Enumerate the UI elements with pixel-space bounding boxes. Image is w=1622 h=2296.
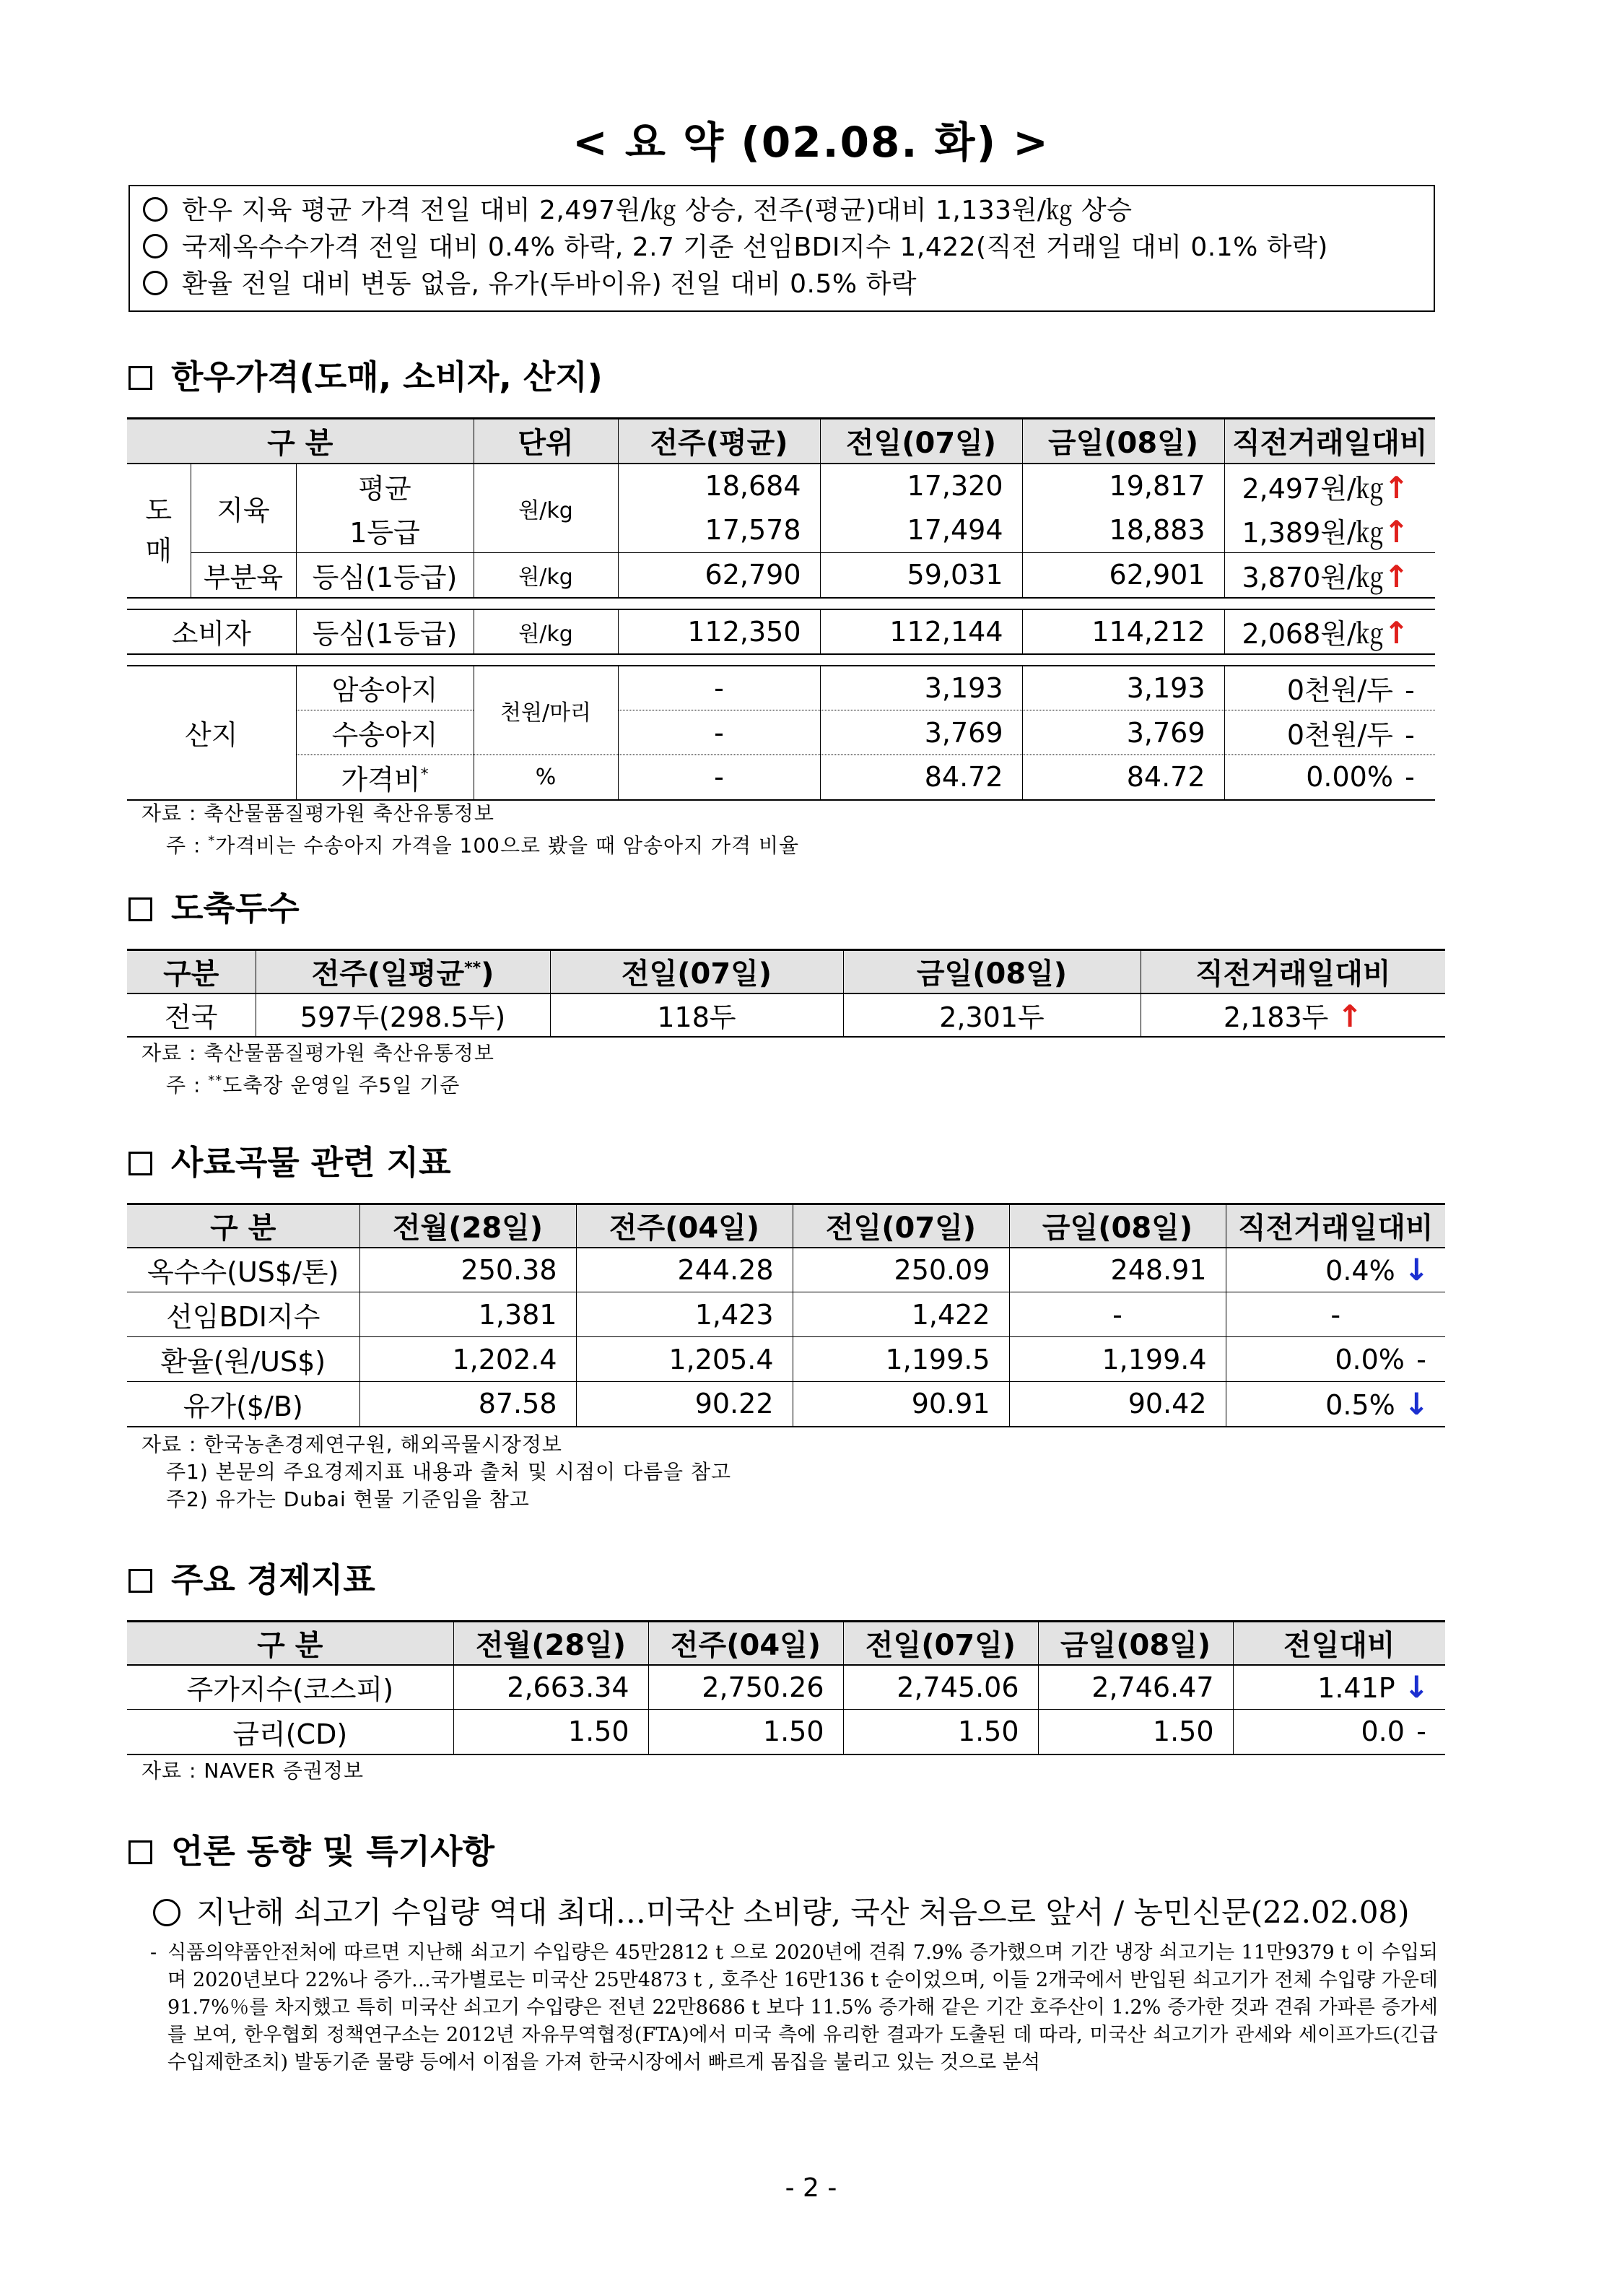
summary-box [128,185,1435,312]
arrow-down-icon: ↓ [1403,1669,1429,1705]
arrow-up-icon: ↑ [1337,999,1363,1034]
table-row: 도 매 지육 평균 원/kg 18,684 17,320 19,817 2,497원/㎏↑ [127,464,1435,508]
circle-bullet-icon [143,271,167,295]
summary-line: 환율 전일 대비 변동 없음, 유가(두바이유) 전일 대비 0.5% 하락 [143,266,1421,303]
table-header-row: 구 분 전월(28일) 전주(04일) 전일(07일) 금일(08일) 직전거래일대비 [127,1204,1445,1248]
checkbox-square-icon [128,1152,152,1175]
arrow-down-icon: ↓ [1403,1386,1429,1422]
arrow-up-icon: ↑ [1383,469,1410,505]
source-note: 자료 : 축산물품질평가원 축산유통정보 주 : **도축장 운영일 주5일 기준 [141,1041,494,1097]
arrow-up-icon: ↑ [1383,558,1410,594]
table-row: 선임BDI지수 1,381 1,423 1,422 - - [127,1292,1445,1337]
section-heading-economy: 주요 경제지표 [128,1554,375,1601]
checkbox-square-icon [128,1569,152,1593]
news-headline: 지난해 쇠고기 수입량 역대 최대…미국산 소비량, 국산 처음으로 앞서 / 농민신문(22.02.08) [153,1889,1410,1932]
checkbox-square-icon [128,1840,152,1864]
table-row: 옥수수(US$/톤) 250.38 244.28 250.09 248.91 0.4% ↓ [127,1248,1445,1292]
summary-line: 한우 지육 평균 가격 전일 대비 2,497원/㎏ 상승, 전주(평균)대비 1,133원/㎏ 상승 [143,192,1421,229]
table-row: 금리(CD) 1.50 1.50 1.50 1.50 0.0 - [127,1710,1445,1754]
section-heading-feed: 사료곡물 관련 지표 [128,1136,451,1184]
feed-grain-table [127,1203,1445,1427]
news-body: - 식품의약품안전처에 따르면 지난해 쇠고기 수입량은 45만2812 t 으로 2020년에 견줘 7.9% 증가했으며 기간 냉장 쇠고기는 11만9379 t 이 수입되며 2020년보다 22%나 증가…국가별로는 미국산 25만4873 t , 호주산 16만136 t 순이었으며, 이들 2개국에서 반입된 쇠고기가 전체 수입량 가운데 91.7%％를 차지했고 특히 미국산 쇠고기 수입량은 전년 22만8686 t 보다 11.5% 증가해 같은 기간 호주산이 1.2% 증가한 것과 견줘 가파른 증가세를 보여, 한우협회 정책연구소는 2012년 자유무역협정(FTA)에서 미국 측에 유리한 결과가 도출된 데 따라, 미국산 쇠고기가 관세와 세이프가드(긴급수입제한조치) 발동기준 물량 등에서 이점을 가져 한국시장에서 빠르게 몸집을 불리고 있는 것으로 분석 [150,1941,1438,2074]
wholesale-label: 도 매 [127,464,191,598]
checkbox-square-icon [128,366,152,390]
table-row: 1등급 17,578 17,494 18,883 1,389원/㎏↑ [127,508,1435,553]
table-row: 수송아지 - 3,769 3,769 0천원/두 - [127,710,1435,755]
source-note: 자료 : 축산물품질평가원 축산유통정보 주 : *가격비는 수송아지 가격을 100으로 봤을 때 암송아지 가격 비율 [141,801,800,858]
table-header-row: 구분 전주(일평균**) 전일(07일) 금일(08일) 직전거래일대비 [127,950,1445,993]
table-row: 소비자 등심(1등급) 원/kg 112,350 112,144 114,212 2,068원/㎏↑ [127,609,1435,654]
section-heading-news: 언론 동향 및 특기사항 [128,1825,494,1873]
table-header-row: 구 분 전월(28일) 전주(04일) 전일(07일) 금일(08일) 전일대비 [127,1622,1445,1665]
table-row: 부분육 등심(1등급) 원/kg 62,790 59,031 62,901 3,870원/㎏↑ [127,553,1435,598]
economy-table [127,1620,1445,1755]
table-header-row: 구 분 단위 전주(평균) 전일(07일) 금일(08일) 직전거래일대비 [127,419,1435,464]
table-row: 가격비* % - 84.72 84.72 0.00% - [127,755,1435,800]
hanwoo-price-table [127,417,1435,801]
source-note: 자료 : NAVER 증권정보 [141,1759,365,1783]
table-row: 산지 암송아지 천원/마리 - 3,193 3,193 0천원/두 - [127,666,1435,710]
arrow-down-icon: ↓ [1403,1252,1429,1288]
table-row: 환율(원/US$) 1,202.4 1,205.4 1,199.5 1,199.4 0.0% - [127,1337,1445,1382]
table-row: 전국 597두(298.5두) 118두 2,301두 2,183두 ↑ [127,993,1445,1037]
arrow-up-icon: ↑ [1383,615,1410,651]
arrow-up-icon: ↑ [1383,513,1410,549]
circle-bullet-icon [143,234,167,258]
source-note: 자료 : 한국농촌경제연구원, 해외곡물시장정보 주1) 본문의 주요경제지표 내용과 출처 및 시점이 다름을 참고 주2) 유가는 Dubai 현물 기준임을 참고 [141,1432,732,1511]
slaughter-table [127,949,1445,1038]
checkbox-square-icon [128,897,152,921]
summary-line: 국제옥수수가격 전일 대비 0.4% 하락, 2.7 기준 선임BDI지수 1,422(직전 거래일 대비 0.1% 하락) [143,229,1421,266]
circle-bullet-icon [143,197,167,222]
page-title: < 요 약 (02.08. 화) > [572,118,1050,167]
circle-bullet-icon [153,1899,180,1926]
page-number: - 2 - [785,2173,837,2203]
section-heading-slaughter: 도축두수 [128,882,300,930]
section-heading-hanwoo: 한우가격(도매, 소비자, 산지) [128,351,603,399]
table-row: 유가($/B) 87.58 90.22 90.91 90.42 0.5% ↓ [127,1382,1445,1427]
table-row: 주가지수(코스피) 2,663.34 2,750.26 2,745.06 2,746.47 1.41P ↓ [127,1665,1445,1710]
